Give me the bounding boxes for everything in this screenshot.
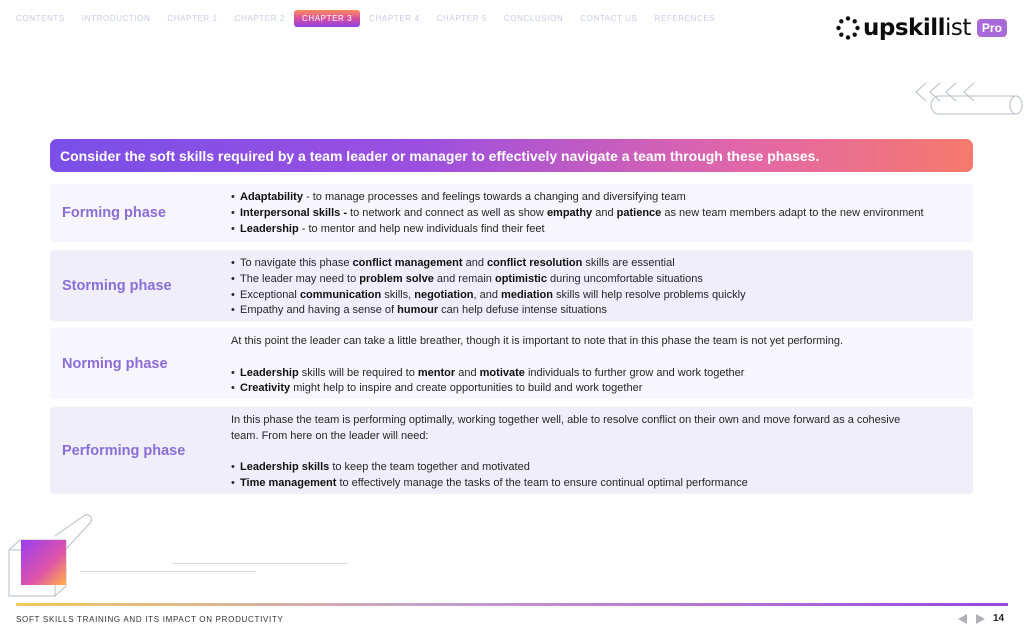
text-run: , and bbox=[473, 288, 502, 301]
banner-text: Consider the soft skills required by a team leader or manager to effectively navigate a team through these phases. bbox=[60, 147, 820, 164]
bullet-item bbox=[231, 256, 959, 272]
line-text bbox=[240, 256, 675, 272]
bullet-icon: • bbox=[231, 461, 235, 474]
text-run: to effectively manage the tasks of the team to ensure continual optimal performance bbox=[336, 477, 748, 490]
bullet-icon: • bbox=[231, 222, 235, 235]
bold-term: problem solve bbox=[359, 272, 434, 285]
bold-term: humour bbox=[397, 304, 439, 317]
text-run: as new team members adapt to the new environment bbox=[661, 206, 924, 219]
phase-title: Performing phase bbox=[62, 442, 186, 459]
triangle-left-icon[interactable] bbox=[956, 613, 968, 625]
norming-phase-card bbox=[50, 328, 973, 399]
bullet-item bbox=[231, 288, 959, 304]
bold-term: Leadership skills bbox=[240, 461, 330, 474]
line-text bbox=[240, 460, 530, 476]
bullet-icon: • bbox=[231, 366, 235, 379]
line-text bbox=[231, 334, 843, 350]
bold-term: empathy bbox=[546, 206, 593, 219]
pro-badge: Pro bbox=[977, 19, 1007, 37]
nav-item-chapter-5[interactable]: CHAPTER 5 bbox=[436, 14, 487, 23]
text-run: - to mentor and help new individuals find their feet bbox=[298, 222, 545, 235]
decorative-cube-icon bbox=[5, 510, 95, 602]
instruction-banner bbox=[50, 139, 973, 172]
text-run: At this point the leader can take a little breather, though it is important to note that in this phase the team is not yet performing. bbox=[231, 335, 844, 347]
bullet-item bbox=[231, 366, 959, 382]
text-run: skills will help resolve problems quickly bbox=[553, 288, 746, 301]
phase-body bbox=[231, 334, 959, 397]
phase-title: Norming phase bbox=[62, 355, 168, 372]
line-text bbox=[231, 413, 900, 429]
text-run: to keep the team together and motivated bbox=[329, 461, 530, 474]
text-run: and remain bbox=[433, 272, 495, 285]
paragraph-line bbox=[231, 334, 959, 350]
text-run: The leader may need to bbox=[240, 272, 360, 285]
performing-phase-card bbox=[50, 407, 973, 494]
bullet-item bbox=[231, 476, 959, 492]
bullet-item bbox=[231, 381, 959, 397]
text-run: and bbox=[462, 257, 488, 269]
line-text bbox=[240, 288, 746, 304]
storming-phase-card bbox=[50, 250, 973, 321]
bold-term: negotiation bbox=[414, 288, 474, 301]
bullet-icon: • bbox=[231, 257, 235, 269]
page-number: 14 bbox=[993, 613, 1005, 624]
sunburst-logo-icon bbox=[836, 16, 860, 40]
nav-item-references[interactable]: REFERENCES bbox=[654, 14, 716, 23]
phase-title: Forming phase bbox=[62, 205, 166, 221]
phase-body bbox=[231, 256, 959, 319]
line-text bbox=[240, 476, 748, 492]
bullet-item bbox=[231, 303, 959, 319]
bullet-item bbox=[231, 222, 959, 238]
bullet-icon: • bbox=[231, 191, 235, 203]
nav-item-chapter-3[interactable]: CHAPTER 3 bbox=[294, 10, 360, 27]
bullet-icon: • bbox=[231, 272, 235, 285]
text-run: during uncomfortable situations bbox=[546, 272, 703, 285]
bullet-icon: • bbox=[231, 304, 235, 317]
text-run: skills are essential bbox=[582, 257, 675, 269]
nav-item-chapter-4[interactable]: CHAPTER 4 bbox=[369, 14, 420, 23]
logo-wordmark: upskillist bbox=[863, 15, 971, 41]
line-text bbox=[240, 222, 545, 238]
text-run: can help defuse intense situations bbox=[438, 304, 607, 317]
text-run: skills, bbox=[381, 288, 415, 301]
chapter-nav bbox=[8, 10, 724, 27]
line-text bbox=[240, 366, 744, 382]
bold-term: motivate bbox=[479, 366, 525, 379]
bold-term: mediation bbox=[501, 288, 553, 301]
bold-term: mentor bbox=[417, 366, 456, 379]
text-run: In this phase the team is performing optimally, working together well, able to resolve conflict on their own and move forward as a cohesive bbox=[231, 414, 901, 426]
bold-term: communication bbox=[299, 288, 382, 301]
triangle-right-icon[interactable] bbox=[975, 613, 987, 625]
bold-term: optimistic bbox=[494, 272, 547, 285]
decorative-line bbox=[172, 563, 348, 564]
text-run: team. From here on the leader will need: bbox=[231, 429, 429, 442]
footer-gradient-line bbox=[16, 603, 1008, 606]
phase-body bbox=[231, 413, 959, 492]
bullet-item bbox=[231, 206, 959, 222]
bold-term: Adaptability bbox=[240, 191, 303, 203]
bold-term: Time management bbox=[240, 477, 337, 490]
text-run: to network and connect as well as show bbox=[350, 206, 547, 219]
bold-term: Leadership bbox=[240, 366, 299, 379]
paragraph-line bbox=[231, 429, 959, 445]
text-run: and bbox=[592, 206, 617, 219]
bullet-item bbox=[231, 272, 959, 288]
text-run: Exceptional bbox=[240, 288, 300, 301]
line-text bbox=[240, 190, 686, 206]
bold-term: conflict resolution bbox=[487, 257, 583, 269]
decorative-arrows-icon bbox=[912, 80, 1024, 118]
bullet-icon: • bbox=[231, 477, 235, 490]
bullet-icon: • bbox=[231, 382, 235, 395]
text-run: might help to inspire and create opportunities to build and work together bbox=[290, 382, 643, 395]
text-run: skills will be required to bbox=[298, 366, 418, 379]
phase-title: Storming phase bbox=[62, 277, 172, 294]
text-run: To navigate this phase bbox=[240, 257, 353, 269]
line-text bbox=[231, 429, 429, 445]
paragraph-line bbox=[231, 413, 959, 429]
bold-term: Interpersonal skills - bbox=[240, 206, 351, 219]
bullet-icon: • bbox=[231, 288, 235, 301]
nav-item-contents[interactable]: CONTENTS bbox=[16, 14, 65, 23]
bullet-item bbox=[231, 460, 959, 476]
text-run: and bbox=[455, 366, 480, 379]
decorative-line bbox=[80, 571, 256, 572]
nav-item-contact-us[interactable]: CONTACT US bbox=[580, 14, 638, 23]
line-text bbox=[240, 303, 607, 319]
nav-item-chapter-2[interactable]: CHAPTER 2 bbox=[234, 14, 285, 23]
nav-item-chapter-1[interactable]: CHAPTER 1 bbox=[167, 14, 218, 23]
footer-course-title: SOFT SKILLS TRAINING AND ITS IMPACT ON PRODUCTIVITY bbox=[16, 615, 284, 624]
nav-item-introduction[interactable]: INTRODUCTION bbox=[81, 14, 151, 23]
bold-term: patience bbox=[616, 206, 662, 219]
bold-term: conflict management bbox=[352, 257, 463, 269]
text-run: - to manage processes and feelings towards a changing and diversifying team bbox=[302, 191, 686, 203]
phase-body bbox=[231, 190, 959, 237]
line-text bbox=[240, 381, 642, 397]
upskillist-logo[interactable] bbox=[836, 14, 1007, 42]
text-run: individuals to further grow and work together bbox=[524, 366, 745, 379]
bold-term: Creativity bbox=[240, 382, 291, 395]
spacer bbox=[231, 445, 959, 461]
line-text bbox=[240, 272, 703, 288]
nav-item-conclusion[interactable]: CONCLUSION bbox=[503, 14, 564, 23]
forming-phase-card bbox=[50, 184, 973, 242]
bullet-item bbox=[231, 190, 959, 206]
bold-term: Leadership bbox=[240, 222, 299, 235]
spacer bbox=[231, 350, 959, 366]
text-run: Empathy and having a sense of bbox=[240, 304, 398, 317]
bullet-icon: • bbox=[231, 206, 235, 219]
line-text bbox=[240, 206, 924, 222]
